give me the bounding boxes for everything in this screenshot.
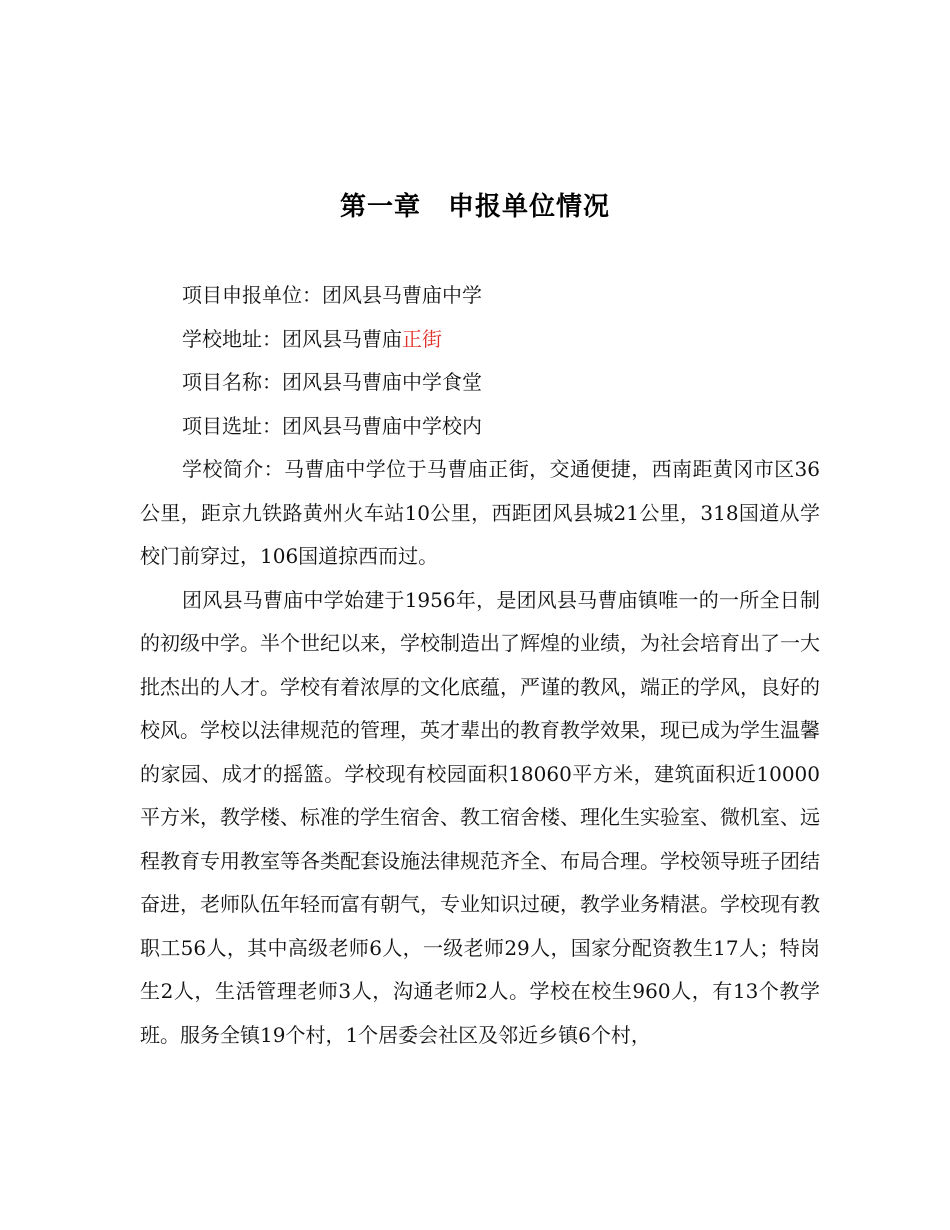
address-highlight: 正街 (402, 326, 442, 351)
document-body (140, 274, 820, 1057)
chapter-title: 第一章 申报单位情况 (339, 192, 610, 222)
project-site-line: 项目选址：团风县马曹庙中学校内 (182, 413, 482, 438)
school-intro-paragraph: 学校简介：马曹庙中学位于马曹庙正街，交通便捷，西南距黄冈市区36公里，距京九铁路黄州火车站10公里，西距团风县城21公里，318国道从学校门前穿过，106国道掠西而过。 (140, 457, 820, 568)
applicant-line: 项目申报单位：团风县马曹庙中学 (182, 283, 482, 307)
address-text: 学校地址：团风县马曹庙 (182, 326, 402, 351)
project-name-line: 项目名称：团风县马曹庙中学食堂 (182, 370, 482, 394)
address-line (140, 318, 820, 362)
school-history-paragraph: 团风县马曹庙中学始建于1956年，是团风县马曹庙镇唯一的一所全日制的初级中学。半个世纪以来，学校制造出了辉煌的业绩，为社会培育出了一大批杰出的人才。学校有着浓厚的文化底蕴，严谨的教风，端正的学风，良好的校风。学校以法律规范的管理，英才辈出的教育教学效果，现已成为学生温馨的家园、成才的摇篮。学校现有校园面积18060平方米，建筑面积近10000平方米，教学楼、标准的学生宿舍、教工宿舍楼、理化生实验室、微机室、远程教育专用教室等各类配套设施法律规范齐全、布局合理。学校领导班子团结奋进，老师队伍年轻而富有朝气，专业知识过硬，教学业务精湛。学校现有教职工56人，其中高级老师6人，一级老师29人，国家分配资教生17人；特岗生2人，生活管理老师3人，沟通老师2人。学校在校生960人，有13个教学班。服务全镇19个村，1个居委会社区及邻近乡镇6个村， (140, 587, 820, 1047)
